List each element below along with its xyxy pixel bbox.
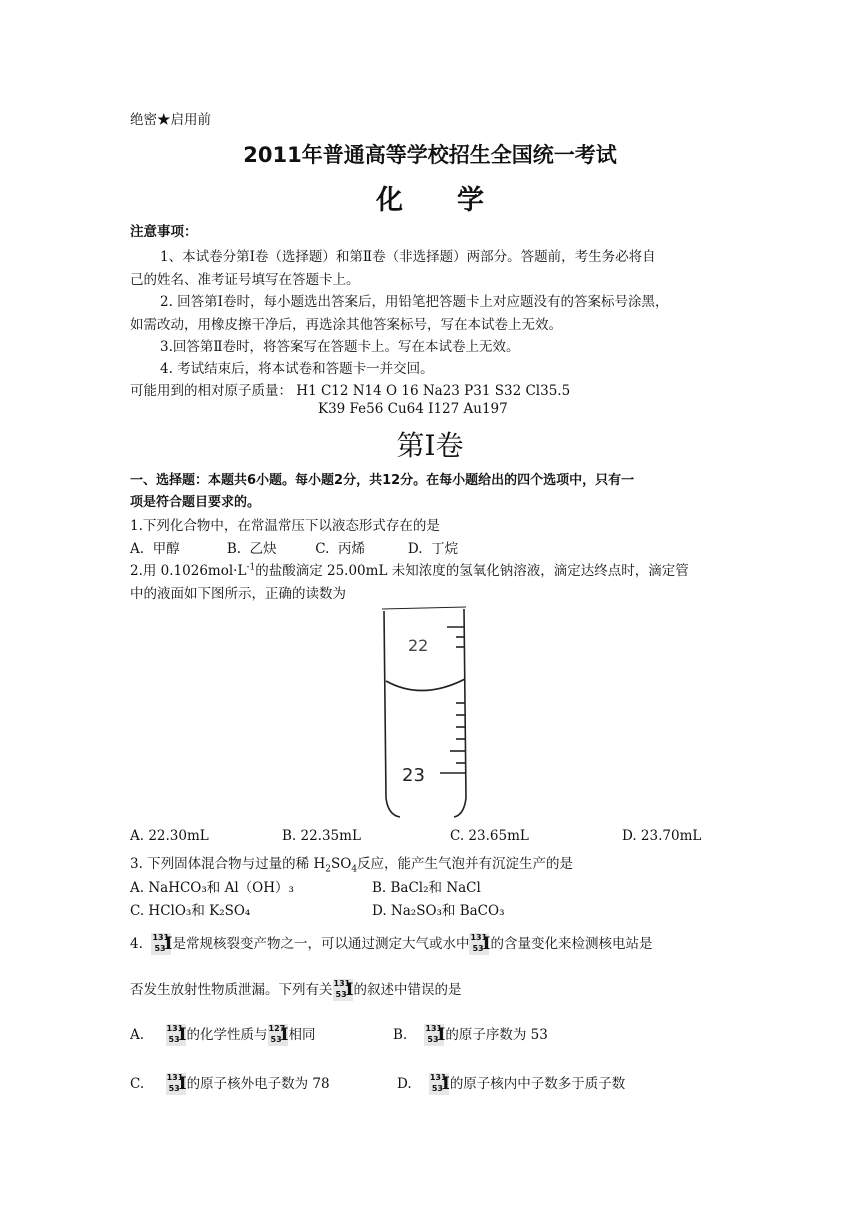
section-intro-b: 项是符合题目要求的。 xyxy=(130,495,261,510)
burette-label-22: 22 xyxy=(408,636,429,655)
iodine-131-symbol: 131 53 I xyxy=(425,1024,446,1045)
q3-stem-text-cont: 反应，能产生气泡并有沉淀生产的是 xyxy=(357,856,574,872)
q2-option-c: C. 23.65mL xyxy=(450,828,529,844)
iodine-131-symbol: 131 53 I xyxy=(166,1073,187,1094)
notice-item-1a: 1、本试卷分第Ⅰ卷（选择题）和第Ⅱ卷（非选择题）两部分。答题前，考生务必将自 xyxy=(160,249,656,265)
q2-stem-b: 中的液面如下图所示，正确的读数为 xyxy=(130,586,346,602)
q3-sub-4: 4 xyxy=(351,864,358,875)
q4-line-1 xyxy=(130,932,652,955)
q3-sub-2: 2 xyxy=(325,864,331,875)
iodine-127-symbol: 127 53 I xyxy=(268,1024,289,1045)
q2-stem-text-cont: 的盐酸滴定 25.00mL 未知浓度的氢氧化钠溶液，滴定达终点时，滴定管 xyxy=(255,563,689,579)
atomic-masses-line-2: K39 Fe56 Cu64 I127 Au197 xyxy=(318,401,508,417)
notice-item-2a: 2. 回答第Ⅰ卷时，每小题选出答案后，用铅笔把答题卡上对应题没有的答案标号涂黑， xyxy=(160,294,669,310)
notice-item-1b: 己的姓名、准考证号填写在答题卡上。 xyxy=(130,272,360,288)
q4-option-d-text: 的原子核内中子数多于质子数 xyxy=(449,1076,626,1092)
q4-option-a-label: A. xyxy=(130,1027,145,1043)
iodine-131-symbol: 131 53 I xyxy=(333,979,354,1000)
q4-text-4: 的叙述中错误的是 xyxy=(353,982,462,998)
notice-item-3: 3.回答第Ⅱ卷时，将答案写在答题卡上。写在本试卷上无效。 xyxy=(160,339,520,355)
q4-text-2: 的含量变化来检测核电站是 xyxy=(490,936,653,952)
exam-title: 2011年普通高等学校招生全国统一考试 xyxy=(243,143,617,167)
q2-option-a: A. 22.30mL xyxy=(130,828,209,844)
q4-option-a xyxy=(130,1023,316,1046)
q3-option-c: C. HClO₃和 K₂SO₄ xyxy=(130,903,251,919)
q4-line-2 xyxy=(130,978,462,1001)
q3-option-d: D. Na₂SO₃和 BaCO₃ xyxy=(372,903,505,919)
atomic-masses-line-1: 可能用到的相对原子质量： H1 C12 N14 O 16 Na23 P31 S32 Cl35.5 xyxy=(130,383,571,399)
iodine-131-symbol: 131 53 I xyxy=(152,933,173,954)
secret-label: 绝密★启用前 xyxy=(130,112,211,128)
q4-text-3: 否发生放射性物质泄漏。下列有关 xyxy=(130,982,333,998)
section-title: 第Ⅰ卷 xyxy=(396,429,464,462)
q2-option-d: D. 23.70mL xyxy=(622,828,702,844)
q3-option-a: A. NaHCO₃和 Al（OH）₃ xyxy=(130,880,294,896)
q4-number: 4. xyxy=(130,936,143,952)
burette-figure xyxy=(372,603,482,823)
q4-option-b xyxy=(393,1023,548,1046)
iodine-131-symbol: 131 53 I xyxy=(470,933,491,954)
q3-stem-text: 3. 下列固体混合物与过量的稀 H xyxy=(130,856,326,872)
q4-option-b-label: B. xyxy=(393,1027,408,1043)
q4-text-1: 是常规核裂变产物之一，可以通过测定大气或水中 xyxy=(172,936,470,952)
iodine-131-symbol: 131 53 I xyxy=(429,1073,450,1094)
q4-option-a-text: 的化学性质与 xyxy=(186,1027,268,1043)
q2-unit-exponent: -1 xyxy=(246,562,256,573)
q1-stem: 1.下列化合物中，在常温常压下以液态形式存在的是 xyxy=(130,518,440,534)
notice-item-4: 4. 考试结束后，将本试卷和答题卡一并交回。 xyxy=(160,361,434,377)
q4-option-c xyxy=(130,1072,330,1095)
q4-option-d xyxy=(397,1072,625,1095)
subject-title: 化 学 xyxy=(376,185,484,216)
q2-stem-text: 2.用 0.1026mol·L xyxy=(130,563,247,579)
q2-stem-a xyxy=(130,559,689,579)
q3-stem-so: SO xyxy=(330,856,352,872)
q4-option-c-label: C. xyxy=(130,1076,145,1092)
iodine-131-symbol: 131 53 I xyxy=(166,1024,187,1045)
q4-option-a-text-2: 相同 xyxy=(288,1027,316,1043)
notice-item-2b: 如需改动，用橡皮擦干净后，再选涂其他答案标号，写在本试卷上无效。 xyxy=(130,317,562,333)
q4-option-d-label: D. xyxy=(397,1076,412,1092)
q2-option-b: B. 22.35mL xyxy=(282,828,361,844)
burette-label-23: 23 xyxy=(402,765,425,786)
q3-stem xyxy=(130,852,573,875)
section-intro-a: 一、选择题：本题共6小题。每小题2分，共12分。在每小题给出的四个选项中，只有一 xyxy=(130,473,635,488)
q3-option-b: B. BaCl₂和 NaCl xyxy=(372,880,481,896)
q1-options: A. 甲醇 B. 乙炔 C. 丙烯 D. 丁烷 xyxy=(130,541,459,557)
q4-option-c-text: 的原子核外电子数为 78 xyxy=(186,1076,330,1092)
q4-option-b-text: 的原子序数为 53 xyxy=(445,1027,548,1043)
notice-heading: 注意事项： xyxy=(130,224,198,240)
